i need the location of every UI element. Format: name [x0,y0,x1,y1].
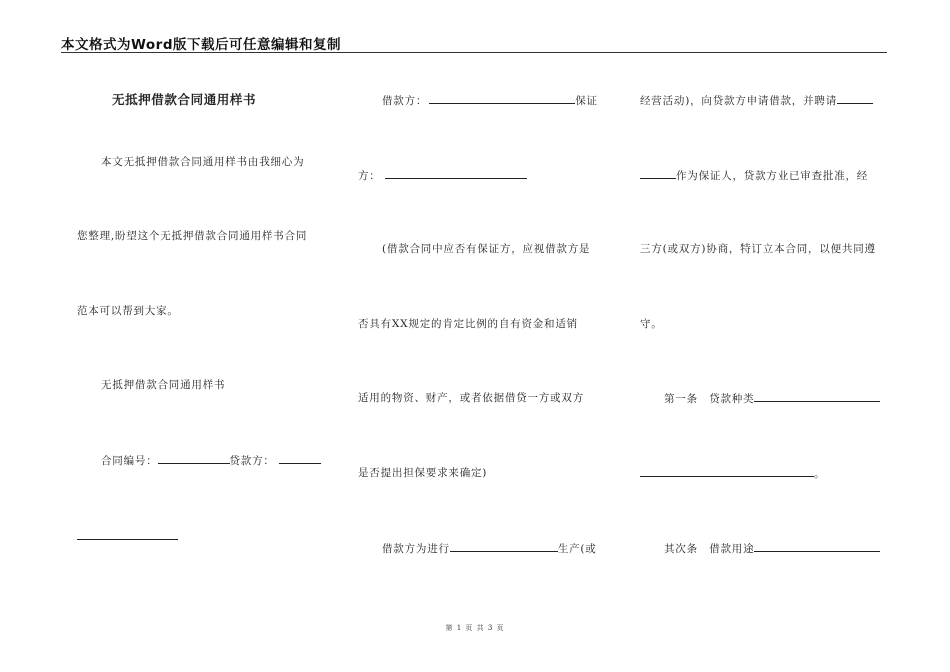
page-header [61,33,887,53]
note-line-4: 是否提出担保要求来确定) [358,467,488,479]
lender-blank-continued [77,539,178,540]
lender-label: 贷款方： [229,455,275,467]
purpose-row [382,541,597,556]
guarantor-row [358,168,527,183]
guarantor-label-a: 保证 [575,95,598,107]
page-number: 第 1 页 共 3 页 [445,624,505,632]
contract-number-row [101,453,321,468]
loan-type-blank [754,391,880,402]
header-text: 本文格式为Word版下载后可任意编辑和复制 [61,37,342,53]
contract-number-label: 合同编号： [101,455,158,467]
article-1-row [664,391,880,406]
guarantor-name-blank [837,93,873,104]
right-line-1 [640,93,873,108]
right-line-2 [640,168,868,183]
guarantor-label-b: 方： [358,170,381,182]
loan-purpose-blank [754,541,880,552]
article-1-continued [640,466,825,481]
right-line-3: 三方(或双方)协商，特订立本合同，以便共同遵 [640,243,876,255]
contract-number-blank [158,453,230,464]
article-2-row [664,541,880,556]
right-line-4: 守。 [640,318,663,330]
borrower-label: 借款方： [382,95,428,107]
section-subtitle: 无抵押借款合同通用样书 [101,379,226,391]
article-1-end: 。 [814,468,826,480]
right-line-2-text: 作为保证人，贷款方业已审查批准，经 [676,170,869,182]
guarantor-blank [385,168,527,179]
borrower-blank [429,93,575,104]
note-line-2: 否具有XX规定的肯定比例的自有资金和适销 [358,318,578,330]
loan-type-blank-continued [640,466,814,477]
right-line-1-text: 经营活动)，向贷款方申请借款，并聘请 [640,95,837,107]
intro-line-1: 本文无抵押借款合同通用样书由我细心为 [101,156,305,168]
guarantor-name-blank-continued [640,168,676,179]
purpose-label: 借款方为进行 [382,543,450,555]
purpose-blank [450,541,558,552]
purpose-suffix: 生产(或 [557,543,597,555]
note-line-3: 适用的物资、财产，或者依据借贷一方或双方 [358,392,584,404]
intro-line-3: 范本可以帮到大家。 [77,305,179,317]
note-line-1: (借款合同中应否有保证方，应视借款方是 [382,243,591,255]
article-1-label: 第一条 贷款种类 [664,393,755,405]
lender-blank [279,453,321,464]
document-title: 无抵押借款合同通用样书 [112,92,257,107]
borrower-row [382,93,598,108]
article-2-label: 其次条 借款用途 [664,543,755,555]
intro-line-2: 您整理,盼望这个无抵押借款合同通用样书合同 [77,230,308,242]
